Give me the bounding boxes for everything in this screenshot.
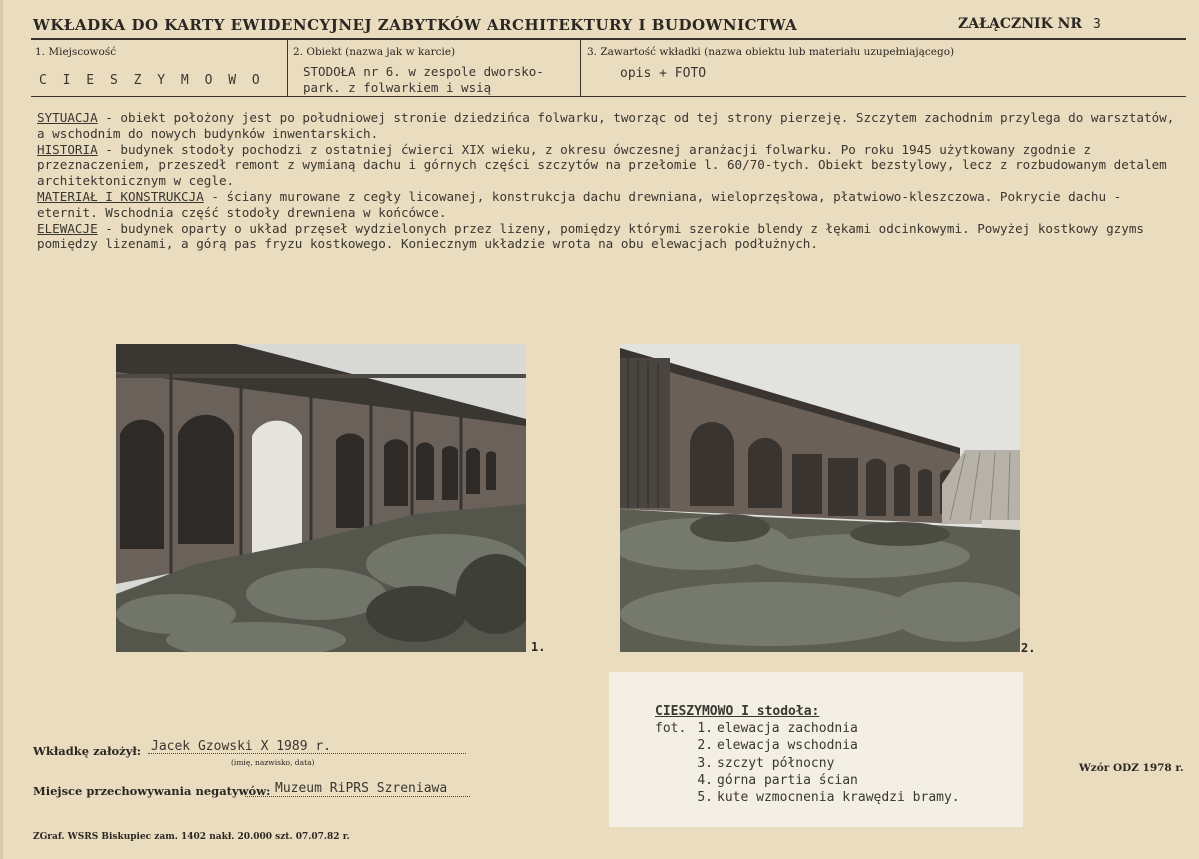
- caption-text: elewacja wschodnia: [717, 738, 858, 754]
- desc-material: [37, 189, 1177, 221]
- caption-number: 4.: [697, 772, 713, 788]
- object-value: [303, 64, 583, 96]
- photo-1-number: 1.: [531, 640, 546, 654]
- desc-situation: [37, 110, 1177, 142]
- captions-title: CIESZYMOWO I stodoła:: [655, 704, 820, 719]
- author-dotted-line: [148, 753, 466, 754]
- author-value: Jacek Gzowski X 1989 r.: [151, 739, 332, 754]
- object-value-line2: park. z folwarkiem i wsią: [303, 80, 492, 95]
- desc-elevations: [37, 221, 1177, 253]
- caption-item: [655, 720, 960, 737]
- caption-item: [655, 755, 960, 772]
- annex-number: [958, 16, 1101, 32]
- storage-value: Muzeum RiPRS Szreniawa: [275, 781, 448, 796]
- captions-list: [655, 720, 960, 806]
- header-divider-1: [287, 38, 288, 96]
- photo-1-image: [116, 344, 526, 652]
- card-title: WKŁADKA DO KARTY EWIDENCYJNEJ ZABYTKÓW ARCHITEKTURY I BUDOWNICTWA: [33, 16, 798, 34]
- caption-item: [655, 772, 960, 789]
- caption-number: 2.: [697, 738, 713, 754]
- photo-captions: [609, 672, 1023, 827]
- caption-number: 1.: [697, 721, 713, 736]
- contents-value: opis + FOTO: [620, 66, 707, 81]
- form-pattern: Wzór ODZ 1978 r.: [1079, 762, 1184, 774]
- place-label: 1. Miejscowość: [35, 46, 117, 58]
- desc-text: - ściany murowane z cegły licowanej, konstrukcja dachu drewniana, wieloprzęsłowa, płatwiowo-kleszczowa. Pokrycie dachu - eternit. Wschodnia część stodoły drewniena w końcówce.: [37, 188, 1122, 220]
- place-value: C I E S Z Y M O W O: [39, 73, 264, 88]
- caption-text: szczyt północny: [717, 755, 835, 771]
- header-rule-top: [31, 38, 1186, 40]
- desc-keyword: MATERIAŁ I KONSTRUKCJA: [37, 188, 204, 204]
- description-block: [37, 110, 1177, 252]
- photo-east-elevation: [620, 344, 1020, 652]
- desc-text: - obiekt położony jest po południowej stronie dziedzińca folwarku, tworząc od tej strony pierzeję. Szczytem zachodnim przylega do warsztatów, a wschodnim do nowych budynków inwentarskich.: [37, 110, 1175, 141]
- desc-text: - budynek stodoły pochodzi z ostatniej ćwierci XIX wieku, z okresu ówczesnej aranżacji folwarku. Po roku 1945 użytkowany zgodnie z przeznaczeniem, przeszedł remont z wymianą dachu i górnych części szczytów na przełomie l. 60/70-tych. Obiekt bezstylowy, lecz z rozbudowanym detalem architektonicznym w cegle.: [37, 141, 1167, 189]
- desc-keyword: SYTUACJA: [37, 110, 98, 125]
- desc-text: - budynek oparty o układ przęseł wydzielonych przez lizeny, pomiędzy którymi szerokie blendy z łękami odcinkowymi. Powyżej kostkowy gzyms pomiędzy lizenami, a górą pas fryzu kostkowego. Koniecznym układzie wrota na obu elewacjach podłużnych.: [37, 220, 1144, 252]
- object-value-line1: STODOŁA nr 6. w zespole dworsko-: [303, 64, 544, 79]
- photo-2-image: [620, 344, 1020, 652]
- photo-2-number: 2.: [1021, 641, 1036, 655]
- caption-text: elewacja zachodnia: [717, 721, 858, 736]
- caption-item: [655, 737, 960, 754]
- caption-text: górna partia ścian: [717, 772, 858, 788]
- object-label: 2. Obiekt (nazwa jak w karcie): [293, 46, 456, 58]
- desc-keyword: HISTORIA: [37, 141, 98, 157]
- caption-text: kute wzmocnenia krawędzi bramy.: [717, 790, 960, 806]
- storage-label: Miejsce przechowywania negatywów:: [33, 784, 271, 798]
- desc-keyword: ELEWACJE: [37, 220, 98, 236]
- caption-item: [655, 789, 960, 806]
- author-label: Wkładkę założył:: [33, 744, 142, 758]
- contents-label: 3. Zawartość wkładki (nazwa obiektu lub materiału uzupełniającego): [587, 46, 955, 58]
- photo-west-elevation: [116, 344, 526, 652]
- caption-number: 5.: [697, 790, 713, 806]
- annex-label: ZAŁĄCZNIK NR: [958, 16, 1083, 32]
- header-rule-bottom: [31, 96, 1186, 97]
- storage-dotted-line: [245, 796, 470, 797]
- caption-prefix: fot.: [655, 721, 687, 736]
- desc-history: [37, 142, 1177, 189]
- author-hint: (imię, nazwisko, data): [231, 758, 315, 767]
- caption-number: 3.: [697, 755, 713, 771]
- print-note: ZGraf. WSRS Biskupiec zam. 1402 nakł. 20.000 szt. 07.07.82 r.: [33, 832, 350, 842]
- annex-number-value: 3: [1092, 17, 1101, 32]
